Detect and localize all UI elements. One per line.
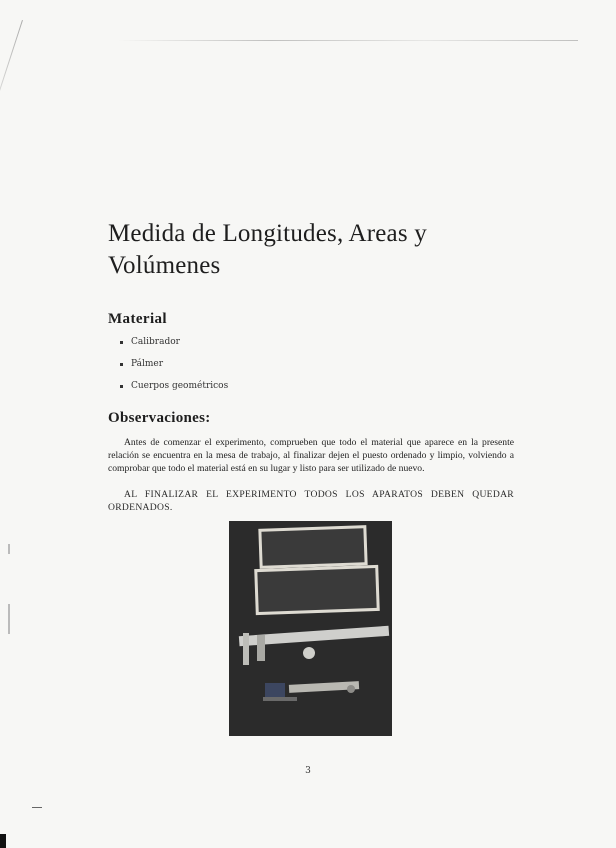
observations-paragraph: Antes de comenzar el experimento, comprueben que todo el material que aparece en la presente relación se encuentra en la mesa de trabajo, al finalizar dejen el puesto ordenado y limpio, volviendo a comprobar que todo el material está en su lugar y listo para ser utilizado de nuevo. <box>108 437 514 474</box>
material-list <box>120 337 228 403</box>
photo-knob <box>347 685 355 693</box>
photo-caliper-jaw <box>257 635 265 661</box>
material-heading: Material <box>108 311 168 327</box>
material-item-label: Calibrador <box>131 337 180 347</box>
photo-sphere <box>303 647 315 659</box>
bullet-icon <box>120 385 123 388</box>
scan-edge-mark <box>8 544 10 554</box>
photo-stand <box>263 697 297 701</box>
material-item-label: Cuerpos geométricos <box>131 381 229 391</box>
bullet-icon <box>120 363 123 366</box>
scan-corner-block <box>0 834 6 848</box>
photo-frame-shape <box>254 565 380 615</box>
equipment-photo <box>229 521 392 736</box>
material-item-label: Pálmer <box>131 359 164 369</box>
list-item <box>120 337 228 359</box>
page-title: Medida de Longitudes, Areas y Volúmenes <box>108 220 427 279</box>
scan-top-shadow <box>118 40 578 41</box>
photo-caliper-jaw <box>243 633 249 665</box>
photo-frame-shape <box>258 525 367 569</box>
scan-fold-mark <box>0 20 23 125</box>
list-item <box>120 359 228 381</box>
page-number: 3 <box>305 766 311 776</box>
scan-edge-mark <box>8 604 10 634</box>
scan-corner-mark <box>32 807 42 808</box>
bullet-icon <box>120 341 123 344</box>
list-item <box>120 381 228 403</box>
observations-heading: Observaciones: <box>108 410 211 426</box>
warning-paragraph: AL FINALIZAR EL EXPERIMENTO TODOS LOS APARATOS DEBEN QUEDAR ORDENADOS. <box>108 489 514 513</box>
